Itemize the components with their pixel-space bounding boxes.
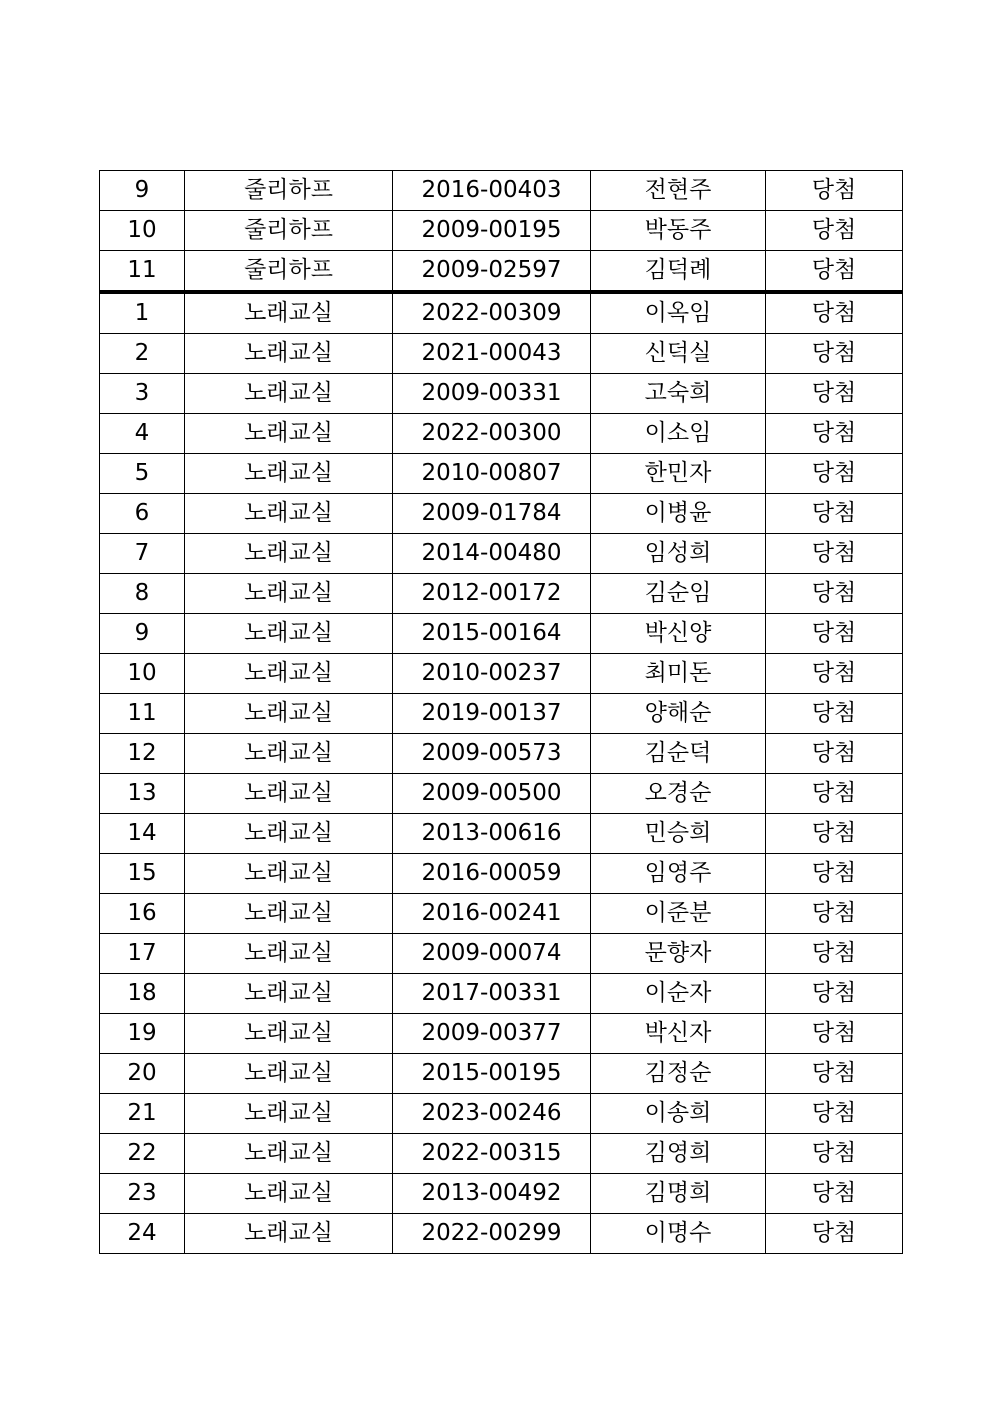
member-id-cell: 2014-00480 <box>393 534 591 574</box>
member-name-cell: 이명수 <box>591 1214 766 1254</box>
result-cell: 당첨 <box>766 654 903 694</box>
result-cell: 당첨 <box>766 974 903 1014</box>
member-name-cell: 이소임 <box>591 414 766 454</box>
result-cell: 당첨 <box>766 934 903 974</box>
member-name-cell: 박신양 <box>591 614 766 654</box>
member-id-cell: 2009-00377 <box>393 1014 591 1054</box>
member-id-cell: 2022-00300 <box>393 414 591 454</box>
result-cell: 당첨 <box>766 1134 903 1174</box>
class-name-cell: 노래교실 <box>185 1014 393 1054</box>
result-cell: 당첨 <box>766 1054 903 1094</box>
row-number-cell: 5 <box>100 454 185 494</box>
member-id-cell: 2010-00807 <box>393 454 591 494</box>
row-number-cell: 11 <box>100 694 185 734</box>
member-id-cell: 2012-00172 <box>393 574 591 614</box>
member-id-cell: 2016-00241 <box>393 894 591 934</box>
table-row <box>100 1054 903 1094</box>
row-number-cell: 10 <box>100 654 185 694</box>
class-name-cell: 노래교실 <box>185 1134 393 1174</box>
lottery-result-table <box>99 170 903 1254</box>
class-name-cell: 노래교실 <box>185 694 393 734</box>
table-row <box>100 694 903 734</box>
result-cell: 당첨 <box>766 774 903 814</box>
member-name-cell: 이송희 <box>591 1094 766 1134</box>
class-name-cell: 노래교실 <box>185 974 393 1014</box>
table-row <box>100 734 903 774</box>
class-name-cell: 노래교실 <box>185 494 393 534</box>
member-name-cell: 이옥임 <box>591 292 766 334</box>
member-name-cell: 이순자 <box>591 974 766 1014</box>
result-cell: 당첨 <box>766 494 903 534</box>
row-number-cell: 20 <box>100 1054 185 1094</box>
member-name-cell: 전현주 <box>591 171 766 211</box>
class-name-cell: 줄리하프 <box>185 251 393 293</box>
member-name-cell: 김정순 <box>591 1054 766 1094</box>
result-cell: 당첨 <box>766 1014 903 1054</box>
member-id-cell: 2021-00043 <box>393 334 591 374</box>
class-name-cell: 노래교실 <box>185 1174 393 1214</box>
class-name-cell: 노래교실 <box>185 292 393 334</box>
class-name-cell: 노래교실 <box>185 574 393 614</box>
member-id-cell: 2013-00492 <box>393 1174 591 1214</box>
member-id-cell: 2009-02597 <box>393 251 591 293</box>
result-cell: 당첨 <box>766 534 903 574</box>
class-name-cell: 노래교실 <box>185 1054 393 1094</box>
member-id-cell: 2015-00164 <box>393 614 591 654</box>
member-name-cell: 김명희 <box>591 1174 766 1214</box>
table-body <box>100 171 903 1254</box>
member-name-cell: 고숙희 <box>591 374 766 414</box>
row-number-cell: 15 <box>100 854 185 894</box>
table-row <box>100 774 903 814</box>
member-name-cell: 이준분 <box>591 894 766 934</box>
row-number-cell: 3 <box>100 374 185 414</box>
class-name-cell: 노래교실 <box>185 894 393 934</box>
table-row <box>100 1174 903 1214</box>
member-id-cell: 2009-01784 <box>393 494 591 534</box>
member-id-cell: 2009-00331 <box>393 374 591 414</box>
class-name-cell: 노래교실 <box>185 454 393 494</box>
document-page <box>99 170 902 1254</box>
result-cell: 당첨 <box>766 1174 903 1214</box>
table-row <box>100 654 903 694</box>
result-cell: 당첨 <box>766 814 903 854</box>
result-cell: 당첨 <box>766 171 903 211</box>
result-cell: 당첨 <box>766 1094 903 1134</box>
class-name-cell: 노래교실 <box>185 534 393 574</box>
row-number-cell: 10 <box>100 211 185 251</box>
class-name-cell: 노래교실 <box>185 774 393 814</box>
member-id-cell: 2017-00331 <box>393 974 591 1014</box>
row-number-cell: 9 <box>100 614 185 654</box>
member-id-cell: 2009-00074 <box>393 934 591 974</box>
table-row <box>100 1214 903 1254</box>
table-row <box>100 1094 903 1134</box>
result-cell: 당첨 <box>766 694 903 734</box>
member-name-cell: 이병윤 <box>591 494 766 534</box>
table-row <box>100 854 903 894</box>
member-name-cell: 한민자 <box>591 454 766 494</box>
member-name-cell: 박동주 <box>591 211 766 251</box>
member-name-cell: 민승희 <box>591 814 766 854</box>
table-row <box>100 251 903 293</box>
member-name-cell: 김순덕 <box>591 734 766 774</box>
row-number-cell: 11 <box>100 251 185 293</box>
class-name-cell: 노래교실 <box>185 734 393 774</box>
member-id-cell: 2013-00616 <box>393 814 591 854</box>
member-name-cell: 신덕실 <box>591 334 766 374</box>
table-row <box>100 494 903 534</box>
result-cell: 당첨 <box>766 292 903 334</box>
row-number-cell: 6 <box>100 494 185 534</box>
row-number-cell: 9 <box>100 171 185 211</box>
member-id-cell: 2009-00195 <box>393 211 591 251</box>
member-id-cell: 2009-00500 <box>393 774 591 814</box>
row-number-cell: 19 <box>100 1014 185 1054</box>
result-cell: 당첨 <box>766 334 903 374</box>
table-row <box>100 934 903 974</box>
row-number-cell: 8 <box>100 574 185 614</box>
member-id-cell: 2023-00246 <box>393 1094 591 1134</box>
row-number-cell: 23 <box>100 1174 185 1214</box>
table-row <box>100 814 903 854</box>
table-row <box>100 1014 903 1054</box>
class-name-cell: 노래교실 <box>185 414 393 454</box>
member-id-cell: 2015-00195 <box>393 1054 591 1094</box>
class-name-cell: 노래교실 <box>185 614 393 654</box>
table-row <box>100 374 903 414</box>
table-row <box>100 292 903 334</box>
member-id-cell: 2019-00137 <box>393 694 591 734</box>
member-name-cell: 임영주 <box>591 854 766 894</box>
result-cell: 당첨 <box>766 251 903 293</box>
table-row <box>100 894 903 934</box>
row-number-cell: 24 <box>100 1214 185 1254</box>
table-row <box>100 454 903 494</box>
member-name-cell: 임성희 <box>591 534 766 574</box>
class-name-cell: 노래교실 <box>185 814 393 854</box>
table-row <box>100 414 903 454</box>
member-id-cell: 2016-00403 <box>393 171 591 211</box>
member-name-cell: 김덕례 <box>591 251 766 293</box>
row-number-cell: 18 <box>100 974 185 1014</box>
member-name-cell: 최미돈 <box>591 654 766 694</box>
row-number-cell: 17 <box>100 934 185 974</box>
row-number-cell: 2 <box>100 334 185 374</box>
table-row <box>100 614 903 654</box>
row-number-cell: 7 <box>100 534 185 574</box>
member-name-cell: 문향자 <box>591 934 766 974</box>
member-id-cell: 2022-00315 <box>393 1134 591 1174</box>
class-name-cell: 노래교실 <box>185 1094 393 1134</box>
table-row <box>100 574 903 614</box>
class-name-cell: 줄리하프 <box>185 171 393 211</box>
result-cell: 당첨 <box>766 574 903 614</box>
member-id-cell: 2009-00573 <box>393 734 591 774</box>
row-number-cell: 21 <box>100 1094 185 1134</box>
row-number-cell: 4 <box>100 414 185 454</box>
result-cell: 당첨 <box>766 734 903 774</box>
member-id-cell: 2016-00059 <box>393 854 591 894</box>
member-name-cell: 김영희 <box>591 1134 766 1174</box>
row-number-cell: 1 <box>100 292 185 334</box>
member-id-cell: 2010-00237 <box>393 654 591 694</box>
row-number-cell: 14 <box>100 814 185 854</box>
class-name-cell: 노래교실 <box>185 654 393 694</box>
table-row <box>100 171 903 211</box>
result-cell: 당첨 <box>766 414 903 454</box>
class-name-cell: 노래교실 <box>185 374 393 414</box>
row-number-cell: 22 <box>100 1134 185 1174</box>
row-number-cell: 16 <box>100 894 185 934</box>
result-cell: 당첨 <box>766 211 903 251</box>
result-cell: 당첨 <box>766 454 903 494</box>
row-number-cell: 13 <box>100 774 185 814</box>
result-cell: 당첨 <box>766 614 903 654</box>
class-name-cell: 노래교실 <box>185 854 393 894</box>
class-name-cell: 노래교실 <box>185 334 393 374</box>
member-name-cell: 박신자 <box>591 1014 766 1054</box>
member-id-cell: 2022-00309 <box>393 292 591 334</box>
result-cell: 당첨 <box>766 894 903 934</box>
class-name-cell: 노래교실 <box>185 1214 393 1254</box>
result-cell: 당첨 <box>766 374 903 414</box>
table-row <box>100 1134 903 1174</box>
table-row <box>100 534 903 574</box>
table-row <box>100 974 903 1014</box>
class-name-cell: 노래교실 <box>185 934 393 974</box>
table-row <box>100 211 903 251</box>
class-name-cell: 줄리하프 <box>185 211 393 251</box>
row-number-cell: 12 <box>100 734 185 774</box>
member-id-cell: 2022-00299 <box>393 1214 591 1254</box>
member-name-cell: 김순임 <box>591 574 766 614</box>
table-row <box>100 334 903 374</box>
result-cell: 당첨 <box>766 1214 903 1254</box>
member-name-cell: 오경순 <box>591 774 766 814</box>
member-name-cell: 양해순 <box>591 694 766 734</box>
result-cell: 당첨 <box>766 854 903 894</box>
